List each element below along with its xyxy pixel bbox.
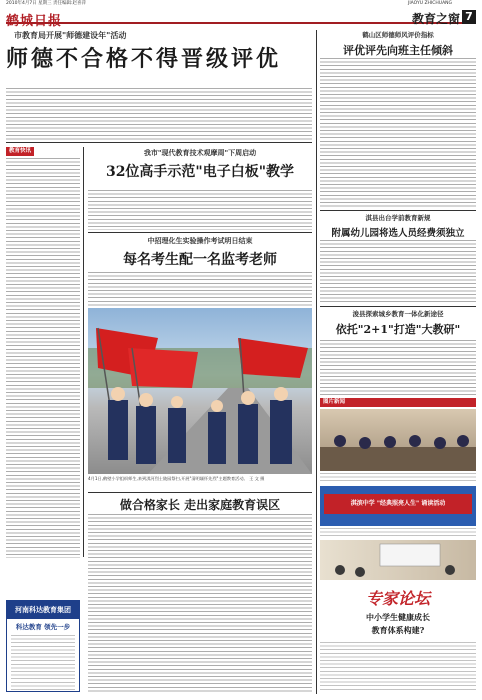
event-banner-photo <box>320 486 476 526</box>
right-article-2 <box>320 213 476 239</box>
classroom-photo <box>320 409 476 471</box>
bottom-feature-body <box>88 514 312 694</box>
lead-body-text <box>6 88 312 140</box>
photo-news-1 <box>320 409 476 471</box>
photo-news-3 <box>320 540 476 580</box>
right-title-3: 依托"2+1"打造"大教研" <box>335 323 461 336</box>
bottom-feature-title: 做合格家长 走出家庭教育误区 <box>119 498 281 512</box>
photo-news-1-caption <box>320 473 476 483</box>
forum-body <box>320 642 476 692</box>
lead-kicker: 市教育局开展"师德建设年"活动 <box>14 31 127 40</box>
middle-body-2 <box>88 272 312 306</box>
newspaper-logo: 鹤城日报 <box>6 14 63 29</box>
middle-body-1 <box>88 190 312 230</box>
right-kicker-3: 浚县探索城乡教育一体化新途径 <box>352 310 444 318</box>
lead-title: 师德不合格不得晋级评优 <box>6 46 282 72</box>
ad-title: 河南科达教育集团 <box>7 601 79 619</box>
section-title: 教育之窗 <box>411 12 460 26</box>
news-section-label: 教育快讯 <box>6 147 34 156</box>
page-number: 7 <box>462 10 476 24</box>
date-text: 2010年4月7日 星期三 责任编辑:赵喜萍 <box>6 1 87 6</box>
lead-article <box>6 30 312 86</box>
photo-news-2-caption <box>320 528 476 538</box>
middle-kicker-1: 我市"现代教育技术观摩周"下周启动 <box>143 149 257 157</box>
middle-title-2: 每名考生配一名监考老师 <box>123 252 277 268</box>
expert-forum <box>320 586 476 694</box>
right-body-1 <box>320 58 476 208</box>
right-kicker-2: 淇县出台学前教育新规 <box>365 214 431 222</box>
ad-body <box>11 635 75 691</box>
main-photo <box>88 308 312 474</box>
forum-title: 中小学生健康成长 <box>366 612 430 622</box>
photo-news-label: 图片新闻 <box>320 398 476 407</box>
ad-block <box>6 600 80 692</box>
right-kicker-1: 鹤山区师德师风评价指标 <box>362 31 434 39</box>
news-brief-column <box>6 158 80 558</box>
photo-caption: 4月1日,鹤壁小学组织师生,来到淇河烈士陵园祭扫,开展"清明缅怀先烈"主题教育活动。 王 文 摄 <box>88 476 265 481</box>
middle-kicker-2: 中招理化生实验操作考试明日结束 <box>147 237 253 245</box>
date-line <box>0 0 482 8</box>
forum-logo: 专家论坛 <box>365 589 430 608</box>
students-with-flags-illustration <box>88 308 312 474</box>
right-body-2 <box>320 240 476 304</box>
middle-article-2 <box>88 236 312 272</box>
right-title-2: 附属幼儿园将选人员经费须独立 <box>331 228 465 239</box>
middle-article-1 <box>88 148 312 192</box>
ad-subtitle: 科达教育 领先一步 <box>15 623 71 631</box>
event-banner-text: 淇滨中学 "经典照亮人生" 诵读活动 <box>324 494 472 514</box>
forum-subtitle: 教育体系构建? <box>371 625 425 635</box>
middle-title-1: 32位高手示范"电子白板"教学 <box>105 164 295 180</box>
masthead <box>6 10 476 29</box>
pinyin-text: JIAOYU ZHICHUANG <box>408 1 452 6</box>
right-article-1 <box>320 30 476 58</box>
right-title-1: 评优评先向班主任倾斜 <box>343 44 453 57</box>
right-body-3 <box>320 340 476 396</box>
right-article-3 <box>320 309 476 339</box>
lecture-photo <box>320 540 476 580</box>
